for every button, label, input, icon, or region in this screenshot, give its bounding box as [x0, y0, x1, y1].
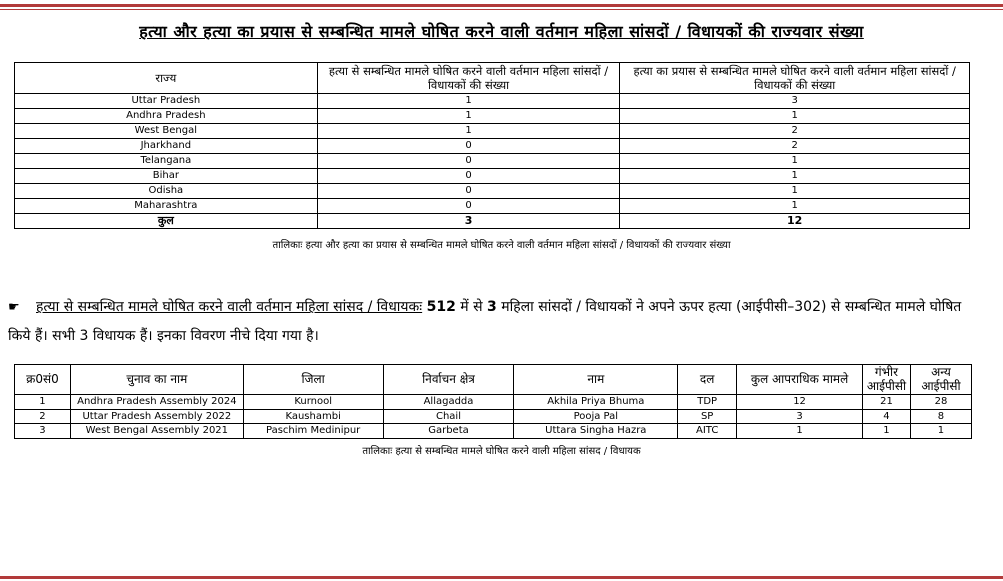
table-cell: 1: [737, 424, 863, 439]
table-row: [15, 184, 970, 199]
table-header-cell: चुनाव का नाम: [70, 365, 243, 395]
table-cell: Paschim Medinipur: [243, 424, 383, 439]
table-cell: Akhila Priya Bhuma: [514, 395, 678, 410]
table-cell: Odisha: [15, 184, 318, 199]
table-row: [15, 139, 970, 154]
table-caption: तालिकाः हत्या से सम्बन्धित मामले घोषित करने वाली महिला सांसद / विधायक: [362, 446, 641, 457]
total-row: [15, 214, 970, 229]
table-row: [15, 409, 972, 424]
table-header-row: [15, 63, 970, 94]
top-rule-thin: [0, 9, 1003, 10]
table-header-cell: कुल आपराधिक मामले: [737, 365, 863, 395]
table-row: [15, 94, 970, 109]
table-row: [15, 124, 970, 139]
table-cell: Bihar: [15, 169, 318, 184]
pointing-hand-icon: ☛: [8, 300, 20, 315]
table-cell: 1: [15, 395, 71, 410]
header-attempt-count: हत्या का प्रयास से सम्बन्धित मामले घोषित करने वाली वर्तमान महिला सांसदों / विधायकों की संख्या: [620, 63, 970, 94]
table-row: [15, 424, 972, 439]
table-row: [15, 109, 970, 124]
page-title: हत्या और हत्या का प्रयास से सम्बन्धित मामले घोषित करने वाली वर्तमान महिला सांसदों / विधायकों की राज्यवार संख्या: [139, 22, 864, 41]
table-cell: Maharashtra: [15, 199, 318, 214]
paragraph-text: ने अपने ऊपर हत्या (आईपीसी–302) से सम्बन्धित मामले घोषित किये हैं। सभी 3 विधायक हैं। इनका विवरण नीचे दिया गया है।: [8, 299, 962, 344]
table-cell: SP: [678, 409, 737, 424]
table-cell: 2: [15, 409, 71, 424]
table-header-cell: गंभीर आईपीसी: [862, 365, 910, 395]
table-header-cell: दल: [678, 365, 737, 395]
table-cell: Allagadda: [383, 395, 514, 410]
table-cell: Kaushambi: [243, 409, 383, 424]
paragraph-lead: हत्या से सम्बन्धित मामले घोषित करने वाली वर्तमान महिला सांसद / विधायकः: [36, 299, 423, 315]
count-women: 3: [487, 299, 497, 315]
total-cell: कुल: [15, 214, 318, 229]
table-cell: 12: [737, 395, 863, 410]
top-rule: [0, 4, 1003, 7]
table-cell: 1: [317, 94, 620, 109]
table-cell: Pooja Pal: [514, 409, 678, 424]
table-cell: 1: [317, 124, 620, 139]
table-row: [15, 395, 972, 410]
table-cell: Uttara Singha Hazra: [514, 424, 678, 439]
table-cell: 3: [620, 94, 970, 109]
paragraph-text: महिला सांसदों / विधायकों: [501, 299, 632, 315]
table-cell: 2: [620, 139, 970, 154]
table-cell: Kurnool: [243, 395, 383, 410]
table-cell: 1: [620, 169, 970, 184]
total-cell: 3: [317, 214, 620, 229]
table-cell: 0: [317, 139, 620, 154]
table-header-cell: नाम: [514, 365, 678, 395]
bottom-rule: [0, 576, 1003, 579]
table-cell: Uttar Pradesh Assembly 2022: [70, 409, 243, 424]
table-cell: Andhra Pradesh Assembly 2024: [70, 395, 243, 410]
table-cell: 0: [317, 154, 620, 169]
table-cell: 2: [620, 124, 970, 139]
table-cell: West Bengal Assembly 2021: [70, 424, 243, 439]
table-cell: West Bengal: [15, 124, 318, 139]
table-row: [15, 199, 970, 214]
table-cell: 3: [15, 424, 71, 439]
table-cell: Chail: [383, 409, 514, 424]
table-cell: 8: [910, 409, 971, 424]
details-table: [14, 364, 972, 439]
table-header-cell: क्र0सं0: [15, 365, 71, 395]
total-cell: 12: [620, 214, 970, 229]
table-header-cell: अन्य आईपीसी: [910, 365, 971, 395]
summary-paragraph: [8, 293, 988, 351]
table-cell: 1: [620, 199, 970, 214]
table-cell: 4: [862, 409, 910, 424]
table-row: [15, 154, 970, 169]
table-cell: TDP: [678, 395, 737, 410]
table-cell: 1: [620, 154, 970, 169]
table-header-cell: जिला: [243, 365, 383, 395]
table-cell: 0: [317, 169, 620, 184]
table-cell: Jharkhand: [15, 139, 318, 154]
table-cell: 1: [317, 109, 620, 124]
count-total: 512: [426, 299, 456, 315]
header-state: राज्य: [15, 63, 318, 94]
paragraph-text: में से: [460, 299, 483, 315]
table-row: [15, 169, 970, 184]
table-cell: 0: [317, 184, 620, 199]
table-cell: 1: [862, 424, 910, 439]
table-header-cell: निर्वाचन क्षेत्र: [383, 365, 514, 395]
table-cell: 1: [620, 184, 970, 199]
table-cell: 1: [910, 424, 971, 439]
table-cell: 1: [620, 109, 970, 124]
table-cell: Uttar Pradesh: [15, 94, 318, 109]
table-header-row: [15, 365, 972, 395]
table-cell: 3: [737, 409, 863, 424]
header-murder-count: हत्या से सम्बन्धित मामले घोषित करने वाली वर्तमान महिला सांसदों / विधायकों की संख्या: [317, 63, 620, 94]
table-caption: तालिकाः हत्या और हत्या का प्रयास से सम्बन्धित मामले घोषित करने वाली वर्तमान महिला सांसदों / विधायकों की राज्यवार संख्या: [272, 240, 731, 251]
table-cell: 21: [862, 395, 910, 410]
table-cell: Andhra Pradesh: [15, 109, 318, 124]
table-cell: Telangana: [15, 154, 318, 169]
table-cell: Garbeta: [383, 424, 514, 439]
table-cell: AITC: [678, 424, 737, 439]
table-cell: 28: [910, 395, 971, 410]
statewise-table: [14, 62, 970, 229]
table-cell: 0: [317, 199, 620, 214]
